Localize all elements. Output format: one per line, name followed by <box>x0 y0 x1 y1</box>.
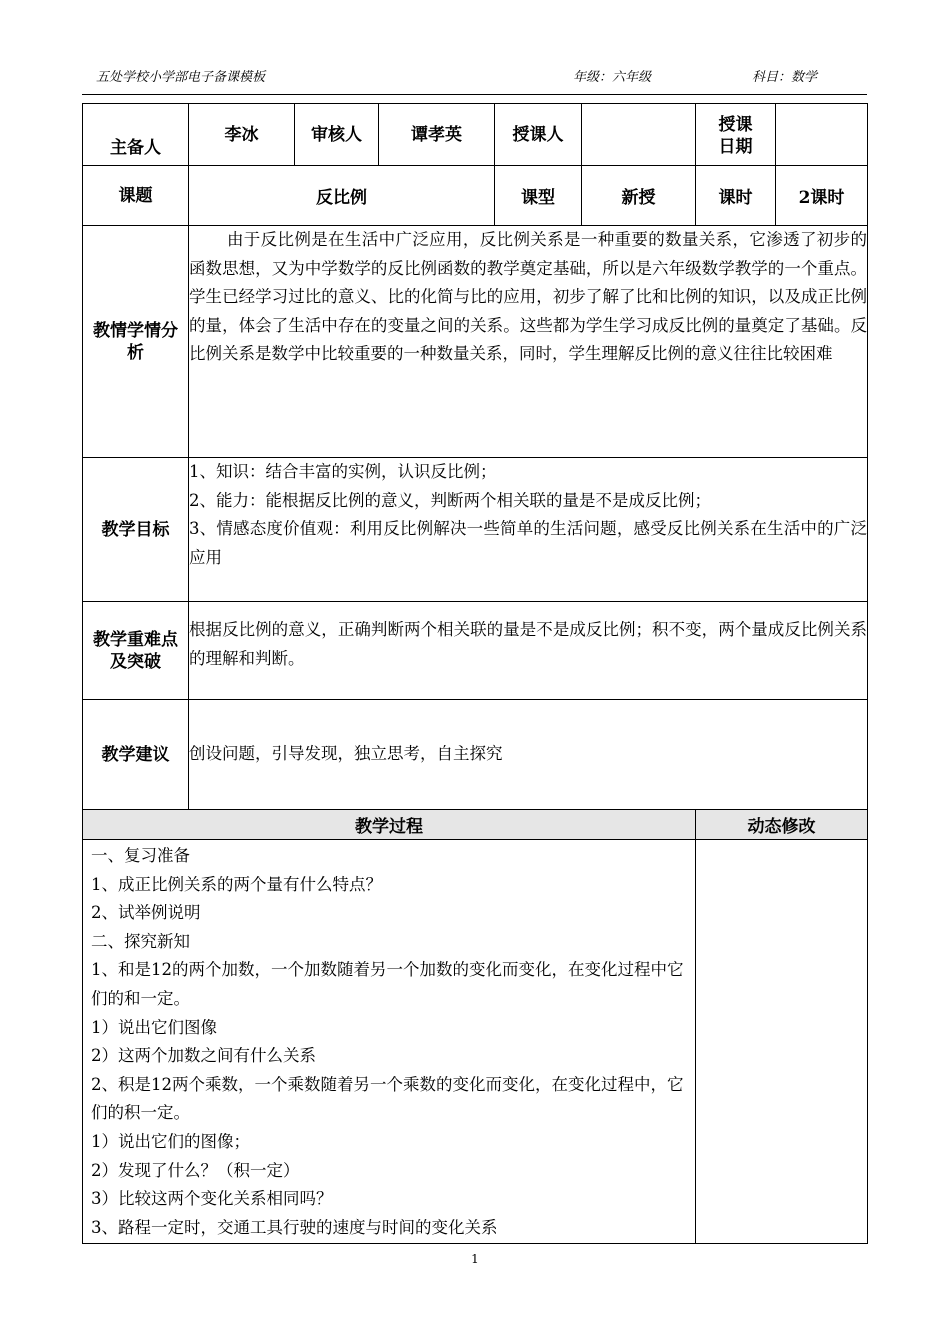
header-rule <box>82 94 867 95</box>
goals-label: 教学目标 <box>83 458 189 602</box>
process-line: 2）这两个加数之间有什么关系 <box>91 1046 316 1066</box>
goals-list <box>189 458 868 602</box>
process-heading: 教学过程 <box>83 810 696 840</box>
preparer-label: 主备人 <box>83 104 189 166</box>
lesson-type-value: 新授 <box>582 166 696 226</box>
process-line: 1、成正比例关系的两个量有什么特点？ <box>91 874 382 894</box>
revision-content <box>696 840 868 1244</box>
topic-row <box>83 166 868 226</box>
lesson-date-label: 授课日期 <box>696 104 776 166</box>
reviewer-label: 审核人 <box>295 104 379 166</box>
teacher-label: 授课人 <box>495 104 582 166</box>
hours-label: 课时 <box>696 166 776 226</box>
goal-attitude: 3、情感态度价值观：利用反比例解决一些简单的生活问题，感受反比例关系在生活中的广泛应用 <box>189 519 867 567</box>
process-line: 2、积是12两个乘数，一个乘数随着另一个乘数的变化而变化，在变化过程中，它们的积一定。 <box>91 1074 684 1123</box>
page-number: 1 <box>471 1252 479 1266</box>
goal-ability: 2、能力：能根据反比例的意义，判断两个相关联的量是不是成反比例； <box>189 490 711 510</box>
process-line: 2、试举例说明 <box>91 903 201 923</box>
process-line: 1）说出它们的图像； <box>91 1131 250 1151</box>
key-points-text: 根据反比例的意义，正确判断两个相关联的量是不是成反比例；积不变，两个量成反比例关系的理解和判断。 <box>189 602 868 700</box>
analysis-row <box>83 226 868 458</box>
key-points-row <box>83 602 868 700</box>
process-line: 二、探究新知 <box>91 931 190 951</box>
process-header-row <box>83 810 868 840</box>
goals-row <box>83 458 868 602</box>
lesson-date-value <box>776 104 868 166</box>
analysis-text: 由于反比例是在生活中广泛应用，反比例关系是一种重要的数量关系，它渗透了初步的函数思想，又为中学数学的反比例函数的教学奠定基础，所以是六年级数学教学的一个重点。学生已经学习过比的意义、比的化简与比的应用，初步了解了比和比例的知识，以及成正比例的量，体会了生活中存在的变量之间的关系。这些都为学生学习成反比例的量奠定了基础。反比例关系是数学中比较重要的一种数量关系，同时，学生理解反比例的意义往往比较困难 <box>189 226 868 458</box>
reviewer-value: 谭孝英 <box>379 104 495 166</box>
suggestion-text: 创设问题，引导发现，独立思考，自主探究 <box>189 700 868 810</box>
lesson-plan-table <box>82 103 868 1244</box>
hours-value: 2课时 <box>776 166 868 226</box>
process-line: 一、复习准备 <box>91 846 190 865</box>
process-line: 3、路程一定时，交通工具行驶的速度与时间的变化关系 <box>91 1217 498 1237</box>
process-line: 3）比较这两个变化关系相同吗？ <box>91 1189 333 1209</box>
school-template-title: 五处学校小学部电子备课模板 <box>96 70 266 85</box>
suggestion-label: 教学建议 <box>83 700 189 810</box>
topic-label: 课题 <box>83 166 189 226</box>
process-line: 1）说出它们图像 <box>91 1017 217 1037</box>
key-points-label: 教学重难点及突破 <box>83 602 189 700</box>
subject-label: 科目：数学 <box>752 70 818 85</box>
analysis-label: 教情学情分析 <box>83 226 189 458</box>
grade-label: 年级：六年级 <box>573 70 652 85</box>
process-line: 2）发现了什么？（积一定） <box>91 1160 300 1180</box>
topic-value: 反比例 <box>189 166 495 226</box>
process-line: 1、和是12的两个加数，一个加数随着另一个加数的变化而变化，在变化过程中它们的和一定。 <box>91 960 684 1008</box>
teacher-value <box>582 104 696 166</box>
preparer-value: 李冰 <box>189 104 295 166</box>
revision-heading: 动态修改 <box>696 810 868 840</box>
process-row <box>83 840 868 1244</box>
lesson-type-label: 课型 <box>495 166 582 226</box>
suggestion-row <box>83 700 868 810</box>
info-row <box>83 104 868 166</box>
goal-knowledge: 1、知识：结合丰富的实例，认识反比例； <box>189 462 497 481</box>
process-content <box>83 840 696 1244</box>
